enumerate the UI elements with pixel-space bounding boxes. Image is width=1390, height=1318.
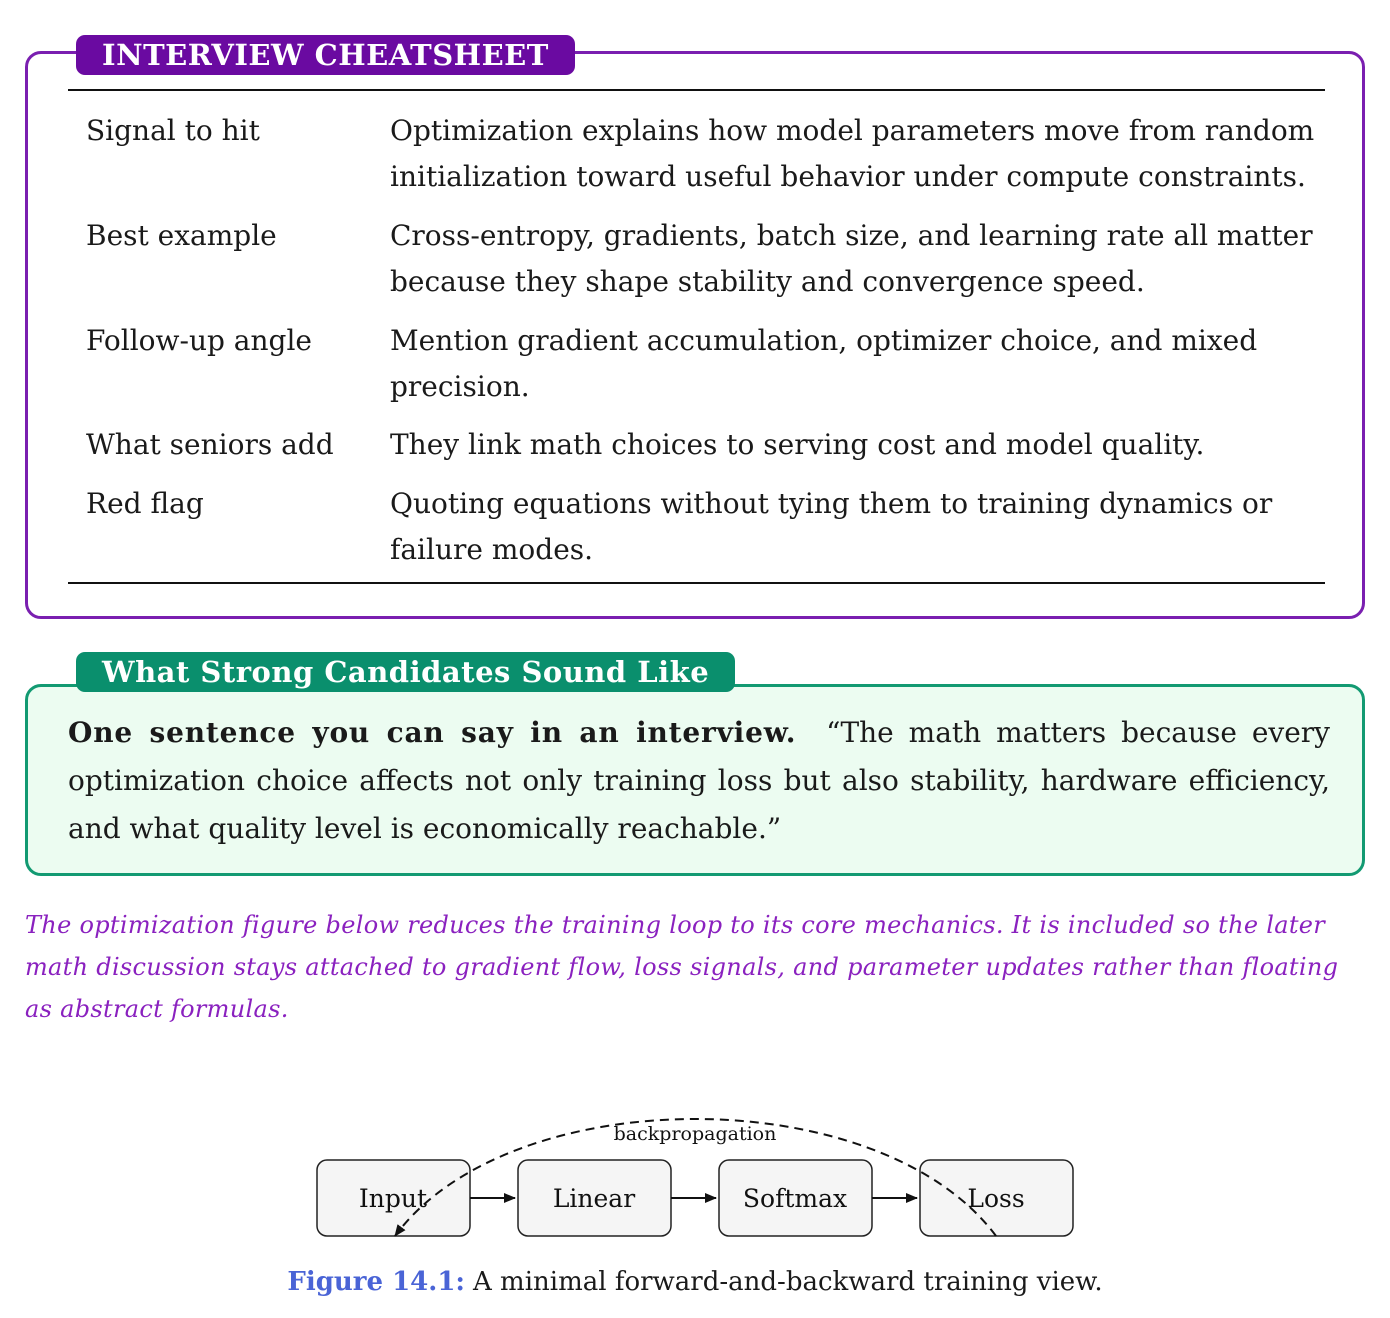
quote-lead: One sentence you can say in an interview. (68, 716, 797, 749)
figure-intro-note: The optimization figure below reduces the training loop to its core mechanics. It is included so the later math discussion stays attached to gradient flow, loss signals, and parameter updates rather than floating as abstract formulas. (25, 911, 1339, 1023)
row-value: They link math choices to serving cost and model quality. (390, 428, 1205, 461)
cheatsheet-title: INTERVIEW CHEATSHEET (76, 35, 575, 75)
bottom-rule (68, 582, 1325, 584)
caption-label: Figure 14.1: (287, 1267, 466, 1297)
row-key: Follow-up angle (86, 324, 312, 357)
node-loss-label: Loss (967, 1184, 1025, 1213)
node-linear-label: Linear (552, 1184, 636, 1213)
node-loss (920, 1160, 1073, 1236)
node-input-label: Input (358, 1184, 428, 1213)
training-loop-diagram (0, 1100, 1390, 1250)
row-value: Mention gradient accumulation, optimizer choice, and mixed precision. (390, 324, 1258, 403)
row-value: Optimization explains how model parameters move from random initialization toward useful behavior under compute constraints. (390, 114, 1315, 193)
training-loop-figure (0, 1100, 1390, 1250)
candidates-title: What Strong Candidates Sound Like (76, 652, 735, 692)
strong-candidates-box (25, 655, 1365, 876)
candidate-quote (68, 709, 1330, 853)
row-value: Cross-entropy, gradients, batch size, and learning rate all matter because they shape stability and convergence speed. (390, 219, 1313, 298)
row-key: What seniors add (86, 428, 334, 461)
quote-text: “The math matters because every optimization choice affects not only training loss but also stability, hardware efficiency, and what quality level is economically reachable.” (68, 716, 1330, 845)
node-softmax-label: Softmax (742, 1184, 848, 1213)
figure-caption (0, 1262, 1390, 1302)
top-rule (68, 89, 1325, 91)
row-value: Quoting equations without tying them to training dynamics or failure modes. (390, 487, 1273, 566)
row-key: Red flag (86, 487, 204, 520)
interview-cheatsheet-box (25, 38, 1365, 619)
backprop-label: backpropagation (613, 1123, 777, 1145)
caption-text: A minimal forward-and-backward training view. (473, 1267, 1103, 1297)
row-key: Signal to hit (86, 114, 260, 147)
node-softmax (719, 1160, 872, 1236)
node-linear (518, 1160, 671, 1236)
row-key: Best example (86, 219, 277, 252)
node-input (317, 1160, 470, 1236)
